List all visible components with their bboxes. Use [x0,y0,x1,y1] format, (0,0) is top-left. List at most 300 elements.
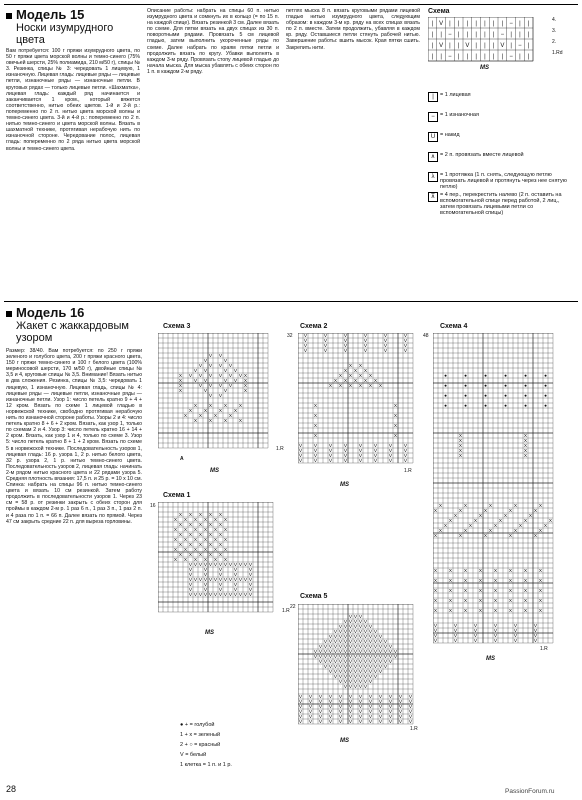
svg-text:X: X [183,558,188,564]
svg-text:V: V [388,645,393,651]
svg-text:−: − [448,54,452,60]
svg-text:V: V [358,449,363,455]
svg-text:V: V [203,379,208,385]
svg-text:X: X [488,504,493,510]
svg-text:V: V [533,639,538,645]
svg-text:X: X [223,538,228,544]
svg-text:V: V [348,720,353,726]
svg-text:V: V [208,384,213,390]
svg-text:V: V [368,705,373,711]
svg-text:V: V [378,660,383,666]
svg-text:V: V [368,670,373,676]
svg-text:V: V [323,660,328,666]
svg-text:V: V [500,43,505,49]
svg-text:−: − [509,54,513,60]
svg-text:V: V [323,339,328,345]
svg-text:|: | [431,54,434,60]
svg-text:V: V [368,660,373,666]
svg-text:V: V [398,700,403,706]
svg-text:X: X [338,384,343,390]
svg-text:X: X [368,384,373,390]
svg-text:X: X [218,513,223,519]
svg-text:V: V [343,625,348,631]
svg-text:V: V [243,578,248,584]
svg-text:V: V [348,670,353,676]
svg-text:X: X [233,409,238,415]
svg-text:●: ● [444,384,447,390]
svg-text:●: ● [484,384,487,390]
svg-text:V: V [348,685,353,691]
svg-text:V: V [403,334,408,340]
svg-text:V: V [373,660,378,666]
svg-text:V: V [358,635,363,641]
svg-text:|: | [440,54,442,60]
svg-text:V: V [343,665,348,671]
legend16-item: ● + = голубой [180,722,215,728]
svg-text:V: V [453,634,458,640]
svg-text:V: V [233,568,238,574]
svg-text:V: V [378,695,383,701]
svg-text:V: V [338,645,343,651]
svg-text:V: V [363,660,368,666]
svg-text:V: V [198,578,203,584]
svg-text:X: X [358,364,363,370]
svg-text:V: V [328,655,333,661]
svg-text:X: X [213,518,218,524]
svg-text:V: V [338,630,343,636]
svg-text:V: V [403,339,408,345]
svg-text:−: − [509,21,513,27]
legend-text: = 1 изнаночная [440,112,479,118]
svg-text:X: X [218,409,223,415]
schema3-row-label: 1.R [276,446,284,452]
svg-text:X: X [213,548,218,554]
svg-text:V: V [333,640,338,646]
svg-text:X: X [358,374,363,380]
svg-text:X: X [538,504,543,510]
schema2-ms: MS [340,482,349,488]
svg-text:●: ● [524,374,527,380]
svg-text:V: V [318,705,323,711]
svg-text:V: V [328,444,333,450]
svg-text:|: | [501,54,504,60]
svg-text:V: V [228,364,233,370]
svg-text:X: X [178,513,183,519]
svg-text:X: X [393,404,398,410]
svg-text:X: X [193,538,198,544]
svg-text:X: X [548,519,553,525]
svg-text:V: V [393,650,398,656]
svg-text:V: V [493,629,498,635]
svg-text:X: X [213,528,218,534]
svg-text:|: | [501,21,504,27]
svg-text:X: X [353,379,358,385]
svg-text:V: V [313,650,318,656]
svg-text:V: V [223,379,228,385]
svg-text:●: ● [464,404,467,410]
svg-text:V: V [363,344,368,350]
svg-text:●: ● [504,384,507,390]
svg-text:V: V [343,635,348,641]
svg-text:V: V [188,578,193,584]
svg-text:|: | [484,43,486,49]
svg-text:V: V [223,578,228,584]
svg-text:|: | [519,54,521,60]
svg-text:|: | [475,43,477,49]
svg-text:V: V [373,454,378,460]
svg-text:X: X [498,519,503,525]
svg-text:V: V [318,710,323,716]
svg-text:X: X [193,518,198,524]
svg-text:●: ● [544,404,547,410]
svg-text:V: V [358,715,363,721]
svg-text:V: V [248,573,253,579]
svg-text:V: V [358,650,363,656]
schema3-title: Схема 3 [163,323,191,330]
svg-text:|: | [475,54,477,60]
model15-label: Модель 15 [6,7,84,22]
svg-text:V: V [368,695,373,701]
svg-text:V: V [513,639,518,645]
svg-text:●: ● [464,384,467,390]
svg-text:|: | [492,43,495,49]
svg-text:V: V [368,650,373,656]
svg-text:V: V [248,568,253,574]
svg-text:V: V [363,630,368,636]
svg-text:V: V [298,444,303,450]
svg-text:V: V [363,665,368,671]
svg-text:X: X [178,389,183,395]
svg-text:X: X [438,529,443,535]
svg-text:V: V [323,650,328,656]
svg-text:V: V [343,675,348,681]
svg-text:V: V [363,655,368,661]
svg-text:V: V [353,655,358,661]
svg-text:V: V [343,670,348,676]
legend16-item: V = белый [180,752,207,758]
svg-text:V: V [433,639,438,645]
svg-text:X: X [193,558,198,564]
svg-text:X: X [183,538,188,544]
svg-text:X: X [193,548,198,554]
svg-text:X: X [533,534,538,540]
svg-text:V: V [358,630,363,636]
svg-text:X: X [463,599,468,605]
svg-text:V: V [223,389,228,395]
svg-text:X: X [478,569,483,575]
svg-text:V: V [403,459,408,465]
svg-text:|: | [457,32,460,38]
svg-text:V: V [203,568,208,574]
svg-text:V: V [533,634,538,640]
svg-text:V: V [318,650,323,656]
svg-text:X: X [188,553,193,559]
svg-text:V: V [343,660,348,666]
svg-text:V: V [203,359,208,365]
svg-text:|: | [475,32,477,38]
svg-text:V: V [223,563,228,569]
svg-text:V: V [433,634,438,640]
svg-text:X: X [173,548,178,554]
svg-text:X: X [173,558,178,564]
svg-text:X: X [538,569,543,575]
schema4-row-label: 1.R [540,646,548,652]
svg-text:V: V [408,710,413,716]
schema-small-ms: MS [480,65,489,71]
svg-text:V: V [313,459,318,465]
model15-title: Носки изумрудного цвета [16,22,114,46]
model16-text-col1: Размер: 38/40. Вам потребуется: по 250 г пряжи зеленого и голубого цвета, 200 г пряжи красного цвета, 150 г пряжи темно-синего и 100 г белого цвета (100% мериносовой шерсти, 170 м/50 г), двойные спицы № 3,5 и 4, круговые спицы № 3,5. Внимание! Вязать нитью в два сложения. Резинка, спицы № 3,5: чередовать 1 лицевую, 1 изнаночную. Лицевая гладь, спицы № 4: лицевые ряды — лицевые петли, изнаночные ряды — изнаночные петли. Узор 1: число петель кратно 9 + 4 + 12 кром. Вязать по схеме 1 лицевой гладью в норвежской технике, свободно протягивая нерабочую нить по изнаночной стороне работы. Узоры 2 и 4: число петель кратно 8 + 6 + 2 кром. Вязать, как узор 1, только по схемам 2 и 4. Узор 3: число петель кратно 16 + 14 + 2 кром. Вязать, как узор 1 и 4, только по схеме 3. Узор 5: число петель кратно 8 + 1 + 2 кром. Вязать по схеме 5 в норвежской технике. Последовательность узоров 1, лицевая гладь: 16 р. узора 1, 2 р. нитью белого цвета, 32 р. узора 2, 1 р. нитью темно-синего цвета. Последовательность узоров 2, лицевая гладь: начинать 2-м рядом нитью красного цвета и 22 рядами узора 5. Средняя плотность вязания: 17,5 п. и 25 р. = 10 х 10 см. Спинка: набрать на спицы 96 п. нитью темно-синего цвета и вязать 10 см резинкой. Затем работу продолжить в последовательности узоров 1. Через 23 см = 58 р. от резинки закрыть с обеих сторон для проймы в каждом 2-м р. 1 раз 6 п., 1 раз 3 п., 1 раз 2 п. и 4 раза по 1 п. = 66 п. Далее вязать по прямой. Через 47 см закрыть средние 22 п. для выреза горловины. [6,348,142,525]
legend-symbol: U [428,132,438,142]
svg-text:X: X [223,518,228,524]
svg-text:V: V [378,705,383,711]
svg-text:V: V [313,655,318,661]
svg-text:V: V [388,720,393,726]
svg-text:V: V [333,670,338,676]
svg-text:V: V [208,578,213,584]
svg-text:V: V [333,665,338,671]
svg-text:V: V [188,374,193,380]
svg-text:V: V [348,625,353,631]
svg-text:V: V [348,700,353,706]
svg-text:V: V [353,665,358,671]
svg-text:X: X [363,379,368,385]
svg-text:●: ● [484,394,487,400]
svg-text:X: X [448,609,453,615]
svg-text:V: V [218,364,223,370]
svg-text:V: V [233,578,238,584]
svg-text:V: V [358,700,363,706]
svg-text:X: X [458,439,463,445]
svg-text:X: X [458,444,463,450]
svg-text:|: | [527,32,530,38]
svg-text:X: X [483,534,488,540]
svg-text:V: V [233,369,238,375]
svg-text:−: − [448,32,452,38]
svg-text:V: V [308,710,313,716]
svg-text:V: V [378,640,383,646]
svg-text:X: X [463,609,468,615]
svg-text:X: X [178,543,183,549]
model15-text-col3: петлях мыска 8 п. вязать круговыми рядами лицевой гладью нитью изумрудного цвета, следующим образом: в каждом 3-м кр. ряду на всех спицах вязать по 2 п. вместе. Затем продолжить, убавляя в каждом кр. ряду. Оставшиеся петли стянуть рабочей нитью. Завершение работы: вшить мысок. Края пятки сшить. Закрепить нити. [286,8,420,51]
svg-text:V: V [353,675,358,681]
svg-text:X: X [343,379,348,385]
svg-text:X: X [188,523,193,529]
svg-text:V: V [388,444,393,450]
svg-text:V: V [333,650,338,656]
svg-text:X: X [218,553,223,559]
svg-text:X: X [493,569,498,575]
svg-text:V: V [193,379,198,385]
svg-text:|: | [527,21,530,27]
svg-text:V: V [439,43,444,49]
svg-text:X: X [478,589,483,595]
svg-text:V: V [473,639,478,645]
svg-text:V: V [308,720,313,726]
svg-text:X: X [543,524,548,530]
svg-text:●: ● [444,394,447,400]
svg-text:V: V [533,624,538,630]
svg-text:V: V [248,563,253,569]
svg-text:V: V [378,665,383,671]
schema-small-rowlabels [552,15,563,59]
svg-text:X: X [463,529,468,535]
svg-text:V: V [338,650,343,656]
svg-text:X: X [528,514,533,520]
svg-text:V: V [353,645,358,651]
svg-text:X: X [373,379,378,385]
svg-text:V: V [343,630,348,636]
svg-text:●: ● [444,404,447,410]
svg-text:V: V [353,615,358,621]
svg-text:X: X [243,374,248,380]
svg-text:V: V [248,578,253,584]
svg-text:X: X [188,533,193,539]
svg-text:X: X [493,524,498,530]
svg-text:●: ● [544,374,547,380]
schema5-grid [298,604,415,732]
svg-text:V: V [208,374,213,380]
svg-text:V: V [373,630,378,636]
svg-text:V: V [348,650,353,656]
svg-text:V: V [323,344,328,350]
svg-text:|: | [484,54,486,60]
svg-text:V: V [203,563,208,569]
svg-text:X: X [208,523,213,529]
svg-text:V: V [213,593,218,599]
svg-text:X: X [348,384,353,390]
svg-text:V: V [198,374,203,380]
svg-text:V: V [363,645,368,651]
svg-text:V: V [348,660,353,666]
legend-symbol: | [428,92,438,102]
svg-text:V: V [308,705,313,711]
svg-text:V: V [348,665,353,671]
svg-text:V: V [473,634,478,640]
svg-text:X: X [478,579,483,585]
svg-text:V: V [298,705,303,711]
svg-text:V: V [343,655,348,661]
legend-symbol: ⊼ [428,192,438,202]
svg-text:V: V [353,660,358,666]
schema-small-title: Схема [428,8,450,15]
svg-text:V: V [348,680,353,686]
svg-text:V: V [388,650,393,656]
svg-text:X: X [508,569,513,575]
svg-text:V: V [338,700,343,706]
svg-text:V: V [358,454,363,460]
svg-text:X: X [238,419,243,425]
svg-text:V: V [398,715,403,721]
svg-text:V: V [378,650,383,656]
svg-text:V: V [353,685,358,691]
svg-text:V: V [353,630,358,636]
svg-text:●: ● [504,374,507,380]
svg-text:X: X [538,609,543,615]
svg-text:V: V [213,578,218,584]
svg-text:V: V [298,700,303,706]
svg-text:V: V [373,449,378,455]
svg-text:V: V [473,624,478,630]
svg-text:V: V [188,588,193,594]
svg-text:V: V [358,655,363,661]
legend-text: = 4 пер., перекрестить налево (2 п. оставить на вспомогательной спице перед работой, 2 лиц., затем провязать лицевыми петли со вспомогательной спицы) [440,192,562,216]
svg-text:X: X [353,369,358,375]
svg-text:X: X [198,513,203,519]
svg-text:V: V [348,695,353,701]
svg-text:V: V [203,583,208,589]
svg-text:V: V [328,710,333,716]
svg-text:V: V [298,720,303,726]
svg-text:V: V [243,563,248,569]
svg-text:V: V [328,700,333,706]
svg-text:V: V [218,384,223,390]
svg-text:−: − [518,43,522,49]
svg-text:V: V [363,620,368,626]
svg-text:V: V [408,705,413,711]
svg-text:X: X [458,449,463,455]
svg-text:V: V [328,705,333,711]
svg-text:V: V [298,695,303,701]
svg-text:V: V [328,695,333,701]
svg-text:V: V [308,715,313,721]
svg-text:X: X [183,528,188,534]
svg-text:X: X [438,504,443,510]
svg-text:V: V [388,660,393,666]
svg-text:V: V [333,655,338,661]
svg-text:X: X [198,414,203,420]
svg-text:X: X [493,609,498,615]
svg-text:X: X [503,514,508,520]
svg-text:X: X [338,374,343,380]
svg-text:X: X [183,414,188,420]
svg-text:|: | [527,43,530,49]
svg-text:V: V [348,655,353,661]
svg-text:X: X [203,528,208,534]
svg-text:X: X [203,558,208,564]
svg-text:V: V [373,670,378,676]
svg-text:X: X [208,543,213,549]
model16-label: Модель 16 [6,305,84,320]
svg-text:V: V [208,563,213,569]
svg-text:V: V [298,710,303,716]
svg-text:●: ● [464,374,467,380]
svg-text:V: V [248,583,253,589]
svg-text:V: V [203,389,208,395]
svg-text:V: V [323,349,328,355]
svg-text:V: V [353,670,358,676]
svg-text:V: V [403,454,408,460]
svg-text:V: V [348,715,353,721]
svg-text:●: ● [484,374,487,380]
svg-text:|: | [457,21,460,27]
svg-text:V: V [328,459,333,465]
svg-text:V: V [348,705,353,711]
svg-text:V: V [218,588,223,594]
svg-text:X: X [173,538,178,544]
svg-text:V: V [328,449,333,455]
svg-text:V: V [228,384,233,390]
svg-text:V: V [328,660,333,666]
svg-text:X: X [313,434,318,440]
svg-text:X: X [433,579,438,585]
svg-text:V: V [358,660,363,666]
schema1-height: 16 [150,503,156,509]
svg-text:X: X [433,599,438,605]
svg-text:X: X [243,389,248,395]
svg-text:V: V [363,625,368,631]
svg-text:V: V [328,640,333,646]
